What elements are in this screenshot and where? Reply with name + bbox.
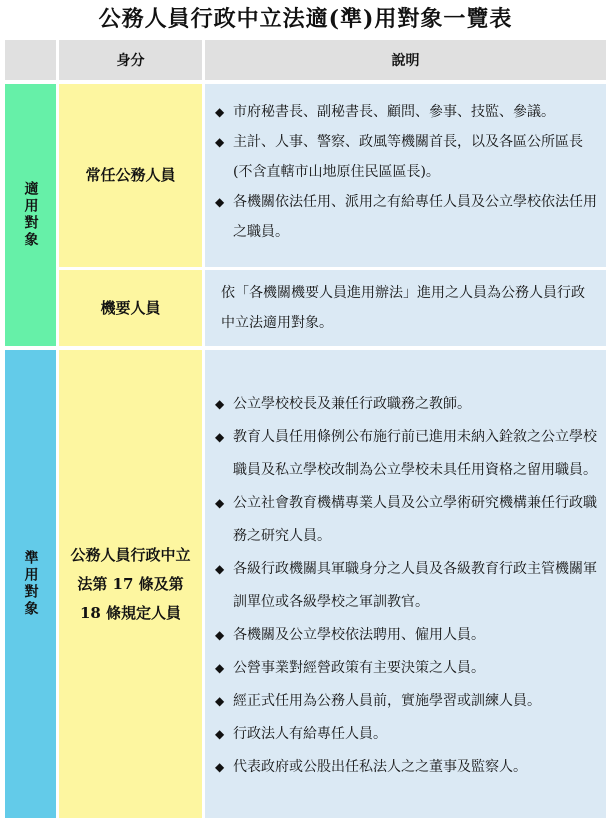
list-item: ◆ 公立學校校長及兼任行政職務之教師。 [215,388,600,421]
list-item: ◆ 各機關及公立學校依法聘用、僱用人員。 [215,619,600,652]
list-item: ◆ 經正式任用為公務人員前，實施學習或訓練人員。 [215,685,600,718]
bullet-list [215,97,600,247]
bullet-diamond-icon: ◆ [215,430,225,444]
explanation-confidential-staff [205,270,606,346]
page-title: 公務人員行政中立法適(準)用對象一覽表 [98,6,513,32]
list-item: ◆ 行政法人有給專任人員。 [215,718,600,751]
header-blank-cell [5,40,56,80]
bullet-diamond-icon: ◆ [215,628,225,642]
identity-confidential-staff [59,270,202,346]
bullet-diamond-icon: ◆ [215,727,225,741]
bullet-diamond-icon: ◆ [215,694,225,708]
identity-label: 機要人員 [100,298,161,317]
list-item: ◆ 各級行政機關具軍職身分之人員及各級教育行政主管機關軍訓單位或各級學校之軍訓教官。 [215,553,600,619]
list-item: ◆ 教育人員任用條例公布施行前已進用未納入銓敘之公立學校職員及私立學校改制為公立學校未具任用資格之留用職員。 [215,421,600,487]
category-quasi-applicable: 準用對象 [5,350,56,818]
explanation-article-17-18-personnel [205,350,606,818]
bullet-list [215,388,600,784]
bullet-diamond-icon: ◆ [215,397,225,411]
identity-regular-civil-servant [59,84,202,267]
bullet-diamond-icon: ◆ [215,496,225,510]
header-identity: 身分 [59,40,202,80]
identity-label: 公務人員行政中立法第 17 條及第 18 條規定人員 [70,545,191,622]
list-item: ◆ 公營事業對經營政策有主要決策之人員。 [215,652,600,685]
bullet-diamond-icon: ◆ [215,195,225,209]
identity-article-17-18-personnel [59,350,202,818]
bullet-diamond-icon: ◆ [215,135,225,149]
bullet-diamond-icon: ◆ [215,562,225,576]
list-item: ◆ 代表政府或公股出任私法人之之董事及監察人。 [215,751,600,784]
list-item: ◆ 市府秘書長、副秘書長、顧問、參事、技監、參議。 [215,97,600,127]
list-item: ◆ 公立社會教育機構專業人員及公立學術研究機構兼任行政職務之研究人員。 [215,487,600,553]
category-applicable: 適用對象 [5,84,56,346]
bullet-diamond-icon: ◆ [215,760,225,774]
explanation-regular-civil-servant [205,84,606,267]
header-explanation: 說明 [205,40,606,80]
bullet-diamond-icon: ◆ [215,105,225,119]
list-item: ◆ 各機關依法任用、派用之有給專任人員及公立學校依法任用之職員。 [215,187,600,247]
identity-label: 常任公務人員 [85,166,176,184]
list-item: ◆ 主計、人事、警察、政風等機關首長，以及各區公所區長(不含直轄市山地原住民區區長)。 [215,127,600,187]
explanation-text: 依「各機關機要人員進用辦法」進用之人員為公務人員行政中立法適用對象。 [221,285,585,331]
bullet-diamond-icon: ◆ [215,661,225,675]
